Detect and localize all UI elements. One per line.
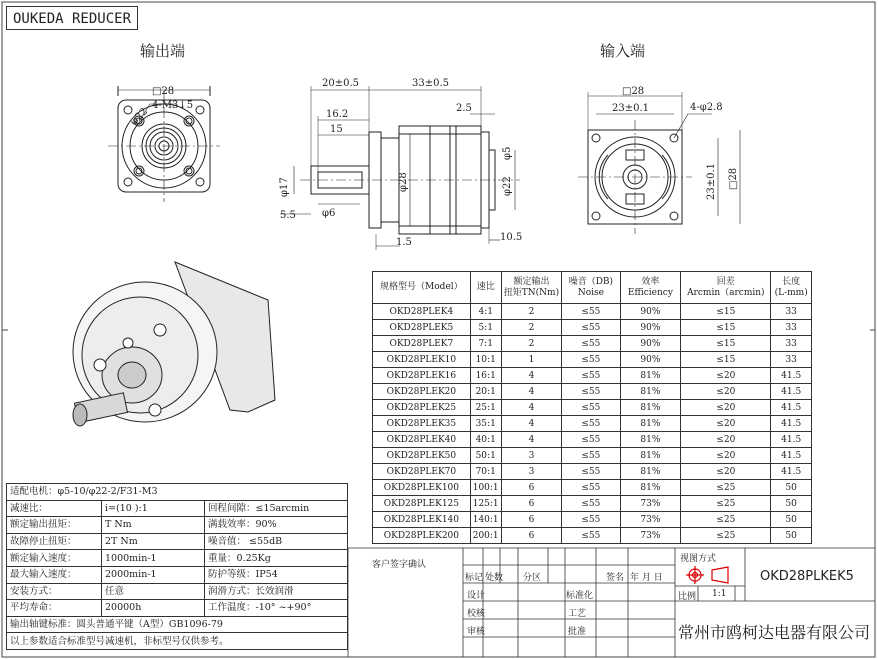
spec-cell: 平均寿命： <box>7 600 102 617</box>
col-model: 规格型号（Model） <box>373 272 471 304</box>
output-pcd-dim: φ22 <box>128 106 151 128</box>
model-cell: 70:1 <box>470 464 501 480</box>
model-row <box>373 480 812 496</box>
model-cell: 50 <box>771 528 812 544</box>
model-cell: 33 <box>771 352 812 368</box>
input-dim-23v: 23±0.1 <box>706 162 717 200</box>
col-ratio: 速比 <box>470 272 501 304</box>
model-cell: ≤55 <box>562 336 620 352</box>
model-cell: ≤25 <box>681 480 771 496</box>
tb-process: 工艺 <box>568 609 587 619</box>
model-cell: 4 <box>501 416 562 432</box>
model-cell: 3 <box>501 464 562 480</box>
model-cell: ≤55 <box>562 320 620 336</box>
output-holes-dim: 4-M3↓5 <box>152 100 194 111</box>
output-end-label: 输出端 <box>140 42 186 60</box>
side-dim-10-5: 10.5 <box>500 232 523 243</box>
input-square-dim: □28 <box>622 86 645 97</box>
model-cell: 41.5 <box>771 400 812 416</box>
spec-cell: 防护等级：IP54 <box>205 566 348 583</box>
tb-audit: 审核 <box>467 627 486 637</box>
input-holes-dim: 4-φ2.8 <box>690 102 723 113</box>
model-cell: 3 <box>501 448 562 464</box>
model-cell: 33 <box>771 336 812 352</box>
model-cell: 25:1 <box>470 400 501 416</box>
model-cell: 50 <box>771 496 812 512</box>
model-cell: 2 <box>501 320 562 336</box>
model-cell: 40:1 <box>470 432 501 448</box>
model-cell: ≤20 <box>681 400 771 416</box>
tb-part-number: OKD28PLKEK5 <box>760 569 854 584</box>
model-cell: ≤20 <box>681 448 771 464</box>
model-cell: 81% <box>620 464 681 480</box>
model-row <box>373 464 812 480</box>
col-efficiency: 效率 Efficiency <box>620 272 681 304</box>
model-cell: 90% <box>620 352 681 368</box>
model-row <box>373 304 812 320</box>
model-cell: OKD28PLEK20 <box>373 384 471 400</box>
col-length: 长度 (L-mm) <box>771 272 812 304</box>
model-cell: OKD28PLEK10 <box>373 352 471 368</box>
model-cell: 6 <box>501 512 562 528</box>
spec-cell: 2T Nm <box>102 533 205 550</box>
model-cell: ≤55 <box>562 384 620 400</box>
model-cell: OKD28PLEK35 <box>373 416 471 432</box>
model-cell: ≤20 <box>681 464 771 480</box>
model-cell: ≤25 <box>681 496 771 512</box>
tb-date: 年 月 日 <box>630 573 663 583</box>
model-cell: 33 <box>771 304 812 320</box>
model-cell: OKD28PLEK100 <box>373 480 471 496</box>
model-row <box>373 384 812 400</box>
model-cell: ≤20 <box>681 432 771 448</box>
tb-company: 常州市鸥柯达电器有限公司 <box>678 623 871 642</box>
model-cell: ≤20 <box>681 416 771 432</box>
model-table-header <box>373 272 812 304</box>
model-row <box>373 528 812 544</box>
col-backlash: 回差 Arcmin（arcmin) <box>681 272 771 304</box>
input-dim-23: 23±0.1 <box>612 103 650 114</box>
side-dim-1-5: 1.5 <box>396 237 412 248</box>
model-row <box>373 432 812 448</box>
spec-row <box>7 533 348 550</box>
tb-sign: 签名 <box>606 573 625 583</box>
spec-cell: 1000min-1 <box>102 550 205 567</box>
model-cell: ≤20 <box>681 368 771 384</box>
model-cell: ≤15 <box>681 320 771 336</box>
model-cell: 41.5 <box>771 416 812 432</box>
model-row <box>373 512 812 528</box>
spec-cell: 任意 <box>102 583 205 600</box>
model-cell: 140:1 <box>470 512 501 528</box>
model-cell: 33 <box>771 320 812 336</box>
spec-cell: 回程间隙：≤15arcmin <box>205 500 348 517</box>
model-cell: 4:1 <box>470 304 501 320</box>
model-cell: 41.5 <box>771 368 812 384</box>
model-cell: 2 <box>501 336 562 352</box>
model-cell: 200:1 <box>470 528 501 544</box>
model-cell: 90% <box>620 336 681 352</box>
spec-cell: 工作温度：-10° ~+90° <box>205 600 348 617</box>
side-dim-6: φ6 <box>322 208 336 219</box>
model-cell: 6 <box>501 480 562 496</box>
spec-table <box>6 483 348 650</box>
model-row <box>373 368 812 384</box>
spec-cell: 减速比： <box>7 500 102 517</box>
tb-customer: 客户签字确认 <box>372 560 427 570</box>
model-cell: OKD28PLEK200 <box>373 528 471 544</box>
model-cell: ≤55 <box>562 464 620 480</box>
model-cell: ≤25 <box>681 528 771 544</box>
model-cell: OKD28PLEK5 <box>373 320 471 336</box>
model-cell: 4 <box>501 384 562 400</box>
spec-row <box>7 566 348 583</box>
model-row <box>373 496 812 512</box>
tb-mark: 标记 <box>465 573 484 583</box>
model-cell: OKD28PLEK40 <box>373 432 471 448</box>
model-table <box>372 271 812 544</box>
model-cell: 81% <box>620 368 681 384</box>
spec-motor: 适配电机：φ5-10/φ22-2/F31-M3 <box>7 484 348 501</box>
model-cell: 6 <box>501 528 562 544</box>
spec-cell: 额定输出扭矩： <box>7 517 102 534</box>
tb-scale: 1:1 <box>712 589 727 599</box>
model-cell: 73% <box>620 528 681 544</box>
spec-cell: 额定输入速度： <box>7 550 102 567</box>
model-cell: OKD28PLEK25 <box>373 400 471 416</box>
model-cell: ≤55 <box>562 496 620 512</box>
side-dim-flange: φ28 <box>398 172 409 192</box>
tb-approve: 批准 <box>568 627 587 637</box>
model-cell: 4 <box>501 368 562 384</box>
model-cell: 100:1 <box>470 480 501 496</box>
spec-row <box>7 600 348 617</box>
model-row <box>373 416 812 432</box>
input-end-label: 输入端 <box>600 42 646 60</box>
model-cell: 50 <box>771 480 812 496</box>
model-cell: ≤55 <box>562 512 620 528</box>
model-cell: ≤55 <box>562 448 620 464</box>
spec-cell: i=(10 ):1 <box>102 500 205 517</box>
brand-text: OUKEDA REDUCER <box>13 11 132 27</box>
spec-cell: 重量：0.25Kg <box>205 550 348 567</box>
model-row <box>373 400 812 416</box>
col-noise: 噪音（DB) Noise <box>562 272 620 304</box>
model-cell: 7:1 <box>470 336 501 352</box>
model-cell: OKD28PLEK50 <box>373 448 471 464</box>
model-cell: OKD28PLEK70 <box>373 464 471 480</box>
model-cell: ≤20 <box>681 384 771 400</box>
spec-cell: 最大输入速度： <box>7 566 102 583</box>
model-cell: OKD28PLEK4 <box>373 304 471 320</box>
tb-standard: 标准化 <box>566 591 594 601</box>
model-cell: 81% <box>620 480 681 496</box>
model-cell: 81% <box>620 448 681 464</box>
model-cell: 125:1 <box>470 496 501 512</box>
model-cell: 4 <box>501 400 562 416</box>
model-row <box>373 352 812 368</box>
side-dim-pilot: φ22 <box>502 176 513 196</box>
tb-count: 处数 <box>485 573 504 583</box>
model-cell: 50 <box>771 512 812 528</box>
side-dim-33: 33±0.5 <box>412 78 450 89</box>
tb-zone: 分区 <box>523 573 542 583</box>
tb-projection: 视图方式 <box>680 554 717 564</box>
spec-row <box>7 550 348 567</box>
model-cell: 81% <box>620 432 681 448</box>
model-cell: 90% <box>620 320 681 336</box>
spec-row <box>7 517 348 534</box>
model-cell: 20:1 <box>470 384 501 400</box>
brand-box <box>6 6 138 30</box>
model-row <box>373 320 812 336</box>
spec-cell: 20000h <box>102 600 205 617</box>
model-cell: 41.5 <box>771 432 812 448</box>
side-dim-key: φ5 <box>502 146 513 160</box>
model-cell: 2 <box>501 304 562 320</box>
side-dim-2-5: 2.5 <box>456 103 472 114</box>
model-cell: 41.5 <box>771 448 812 464</box>
model-cell: ≤55 <box>562 352 620 368</box>
model-cell: ≤55 <box>562 480 620 496</box>
model-cell: 73% <box>620 496 681 512</box>
spec-cell: T Nm <box>102 517 205 534</box>
model-cell: ≤15 <box>681 304 771 320</box>
model-cell: 16:1 <box>470 368 501 384</box>
model-cell: 81% <box>620 384 681 400</box>
model-cell: 81% <box>620 400 681 416</box>
model-cell: 41.5 <box>771 384 812 400</box>
spec-cell: 故障停止扭矩： <box>7 533 102 550</box>
model-cell: ≤25 <box>681 512 771 528</box>
model-cell: 35:1 <box>470 416 501 432</box>
model-cell: ≤55 <box>562 400 620 416</box>
model-cell: OKD28PLEK125 <box>373 496 471 512</box>
spec-cell: 噪音值： ≤55dB <box>205 533 348 550</box>
side-dim-shaft: φ17 <box>279 177 290 197</box>
input-sq-v: □28 <box>728 167 739 190</box>
col-torque: 额定输出 扭矩TN(Nm) <box>501 272 562 304</box>
side-dim-16: 16.2 <box>326 109 349 120</box>
model-cell: ≤55 <box>562 304 620 320</box>
spec-note: 以上参数适合标准型号减速机，非标型号仅供参考。 <box>7 633 348 650</box>
model-cell: OKD28PLEK16 <box>373 368 471 384</box>
model-cell: ≤55 <box>562 432 620 448</box>
model-row <box>373 336 812 352</box>
model-cell: 6 <box>501 496 562 512</box>
model-cell: 1 <box>501 352 562 368</box>
output-square-dim: □28 <box>152 86 175 97</box>
model-cell: OKD28PLEK140 <box>373 512 471 528</box>
spec-row <box>7 583 348 600</box>
model-cell: 50:1 <box>470 448 501 464</box>
model-cell: 73% <box>620 512 681 528</box>
side-view <box>280 86 523 250</box>
model-cell: 41.5 <box>771 464 812 480</box>
tb-design: 设计 <box>467 591 486 601</box>
side-dim-5-5: 5.5 <box>280 210 296 221</box>
model-cell: 5:1 <box>470 320 501 336</box>
spec-cell: 润滑方式：长效润滑 <box>205 583 348 600</box>
model-cell: ≤15 <box>681 336 771 352</box>
model-cell: ≤55 <box>562 416 620 432</box>
model-cell: ≤15 <box>681 352 771 368</box>
model-cell: 10:1 <box>470 352 501 368</box>
model-cell: 90% <box>620 304 681 320</box>
model-cell: ≤55 <box>562 528 620 544</box>
tb-check: 校核 <box>467 609 486 619</box>
model-row <box>373 448 812 464</box>
tb-scale-label: 比例 <box>678 592 697 602</box>
spec-row <box>7 500 348 517</box>
model-cell: 81% <box>620 416 681 432</box>
spec-cell: 满载效率：90% <box>205 517 348 534</box>
spec-cell: 2000min-1 <box>102 566 205 583</box>
model-cell: ≤55 <box>562 368 620 384</box>
side-dim-20: 20±0.5 <box>322 78 360 89</box>
isometric-view <box>73 262 275 426</box>
model-cell: 4 <box>501 432 562 448</box>
model-cell: OKD28PLEK7 <box>373 336 471 352</box>
side-dim-15: 15 <box>330 124 343 135</box>
spec-cell: 安装方式： <box>7 583 102 600</box>
spec-key-standard: 输出轴键标准：圆头普通平键（A型）GB1096-79 <box>7 616 348 633</box>
